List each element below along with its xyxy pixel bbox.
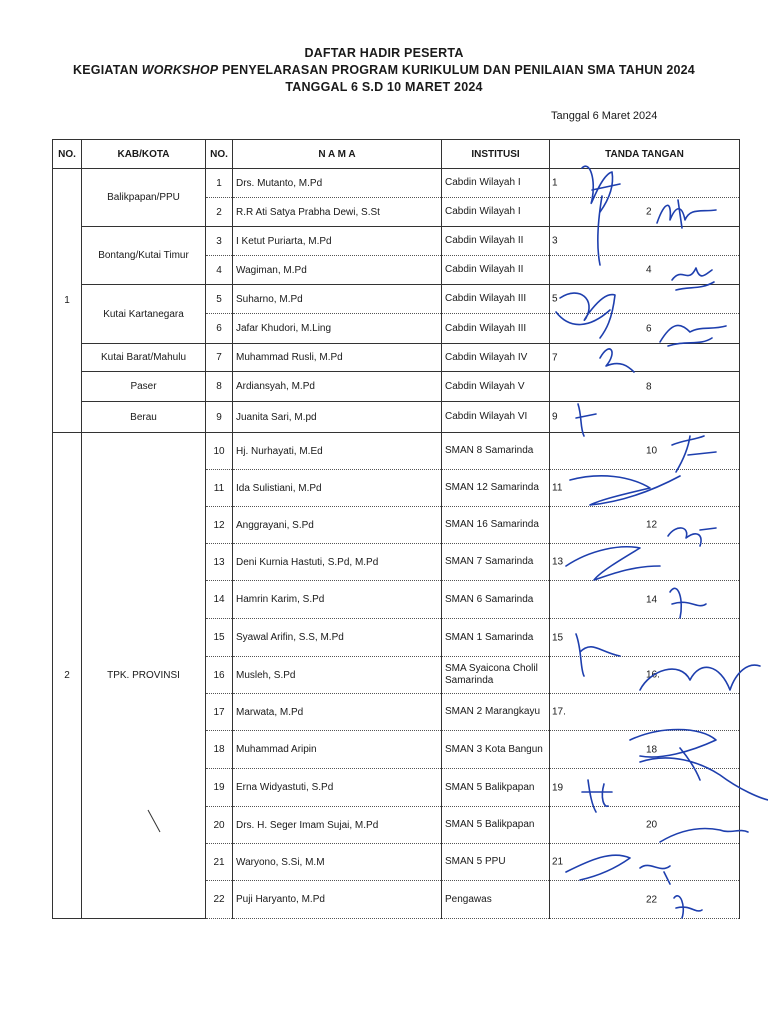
participant-institution: Cabdin Wilayah III [442,285,550,314]
participant-institution: SMAN 2 Marangkayu [442,694,550,731]
signature-number: 14 [646,594,658,605]
participant-name: Muhammad Rusli, M.Pd [233,344,442,372]
participant-name: Drs. H. Seger Imam Sujai, M.Pd [233,807,442,844]
col-institusi: INSTITUSI [442,140,550,169]
signature-number: 9 [552,411,558,423]
signature-number: 19 [552,782,564,793]
participant-institution: SMAN 7 Samarinda [442,544,550,581]
participant-name: Drs. Mutanto, M.Pd [233,169,442,198]
participant-number: 5 [206,285,233,314]
signature-number: 13 [552,556,564,568]
participant-name: Hj. Nurhayati, M.Ed [233,433,442,470]
table-row [53,227,740,256]
signature-cell [550,657,740,694]
table-row [53,433,740,470]
participant-institution: Pengawas [442,881,550,919]
col-no-peserta: NO. [206,140,233,169]
signature-number: 18 [646,744,658,755]
signature-cell [550,507,740,544]
col-nama: N A M A [233,140,442,169]
participant-name: Anggrayani, S.Pd [233,507,442,544]
group-number: 2 [53,433,82,919]
signature-cell [550,285,740,314]
participant-institution: Cabdin Wilayah IV [442,344,550,372]
participant-institution: SMAN 5 PPU [442,844,550,881]
signature-cell [550,619,740,657]
signature-cell [550,544,740,581]
signature-number: 10 [646,445,658,457]
participant-institution: Cabdin Wilayah II [442,227,550,256]
signature-cell [550,470,740,507]
participant-name: Suharno, M.Pd [233,285,442,314]
participant-institution: Cabdin Wilayah VI [442,402,550,433]
signature-cell [550,402,740,433]
table-row [53,285,740,314]
participant-name: Syawal Arifin, S.S, M.Pd [233,619,442,657]
participant-number: 20 [206,807,233,844]
participant-number: 4 [206,256,233,285]
participant-name: I Ketut Puriarta, M.Pd [233,227,442,256]
col-kabkota: KAB/KOTA [82,140,206,169]
kabkota-cell: TPK. PROVINSI [82,433,206,919]
signature-cell [550,581,740,619]
signature-cell [550,227,740,256]
participant-institution: SMAN 16 Samarinda [442,507,550,544]
participant-name: Hamrin Karim, S.Pd [233,581,442,619]
signature-number: 21 [552,856,564,868]
participant-name: Juanita Sari, M.pd [233,402,442,433]
kabkota-cell: Kutai Kartanegara [82,285,206,344]
signature-number: 12 [646,519,658,531]
signature-number: 1 [552,177,558,189]
kabkota-cell: Kutai Barat/Mahulu [82,344,206,372]
signature-number: 7 [552,352,558,363]
participant-number: 18 [206,731,233,769]
col-no: NO. [53,140,82,169]
participant-number: 21 [206,844,233,881]
signature-cell [550,198,740,227]
participant-institution: SMAN 1 Samarinda [442,619,550,657]
signature-number: 22 [646,894,658,905]
participant-institution: Cabdin Wilayah III [442,314,550,344]
participant-institution: SMAN 3 Kota Bangun [442,731,550,769]
sign-date: Tanggal 6 Maret 2024 [551,110,658,122]
participant-name: Puji Haryanto, M.Pd [233,881,442,919]
kabkota-cell: Paser [82,372,206,402]
participant-number: 14 [206,581,233,619]
doc-subtitle: KEGIATAN WORKSHOP PENYELARASAN PROGRAM KURIKULUM DAN PENILAIAN SMA TAHUN 2024 [73,63,695,77]
signature-number: 5 [552,293,558,305]
participant-number: 2 [206,198,233,227]
participant-number: 7 [206,344,233,372]
table-row [53,372,740,402]
participant-number: 8 [206,372,233,402]
participant-number: 10 [206,433,233,470]
table-header-row [53,140,740,169]
participant-number: 12 [206,507,233,544]
participant-institution: Cabdin Wilayah I [442,198,550,227]
signature-number: 6 [646,323,652,334]
participant-name: Ida Sulistiani, M.Pd [233,470,442,507]
participant-name: Muhammad Aripin [233,731,442,769]
signature-number: 3 [552,235,558,247]
participant-institution: SMAN 5 Balikpapan [442,769,550,807]
signature-number: 2 [646,206,652,218]
participant-number: 11 [206,470,233,507]
participant-institution: SMA Syaicona Cholil Samarinda [442,657,550,694]
participant-number: 16 [206,657,233,694]
participant-number: 13 [206,544,233,581]
signature-cell [550,433,740,470]
signature-number: 16. [646,669,660,681]
participant-number: 19 [206,769,233,807]
participant-institution: SMAN 8 Samarinda [442,433,550,470]
participant-number: 9 [206,402,233,433]
signature-cell [550,807,740,844]
signature-cell [550,769,740,807]
signature-number: 11 [552,482,563,494]
participant-name: Marwata, M.Pd [233,694,442,731]
signature-cell [550,372,740,402]
doc-date-range: TANGGAL 6 S.D 10 MARET 2024 [285,80,483,94]
participant-name: Deni Kurnia Hastuti, S.Pd, M.Pd [233,544,442,581]
participant-institution: Cabdin Wilayah II [442,256,550,285]
table-row [53,402,740,433]
table-row [53,344,740,372]
kabkota-cell: Berau [82,402,206,433]
doc-title: DAFTAR HADIR PESERTA [304,46,464,60]
participant-name: Wagiman, M.Pd [233,256,442,285]
participant-number: 6 [206,314,233,344]
participant-name: Waryono, S.Si, M.M [233,844,442,881]
pen-mark [146,808,162,834]
participant-name: Erna Widyastuti, S.Pd [233,769,442,807]
signature-number: 20 [646,819,658,831]
participant-institution: SMAN 5 Balikpapan [442,807,550,844]
signature-cell [550,344,740,372]
table-row [53,169,740,198]
participant-name: R.R Ati Satya Prabha Dewi, S.St [233,198,442,227]
participant-name: Ardiansyah, M.Pd [233,372,442,402]
signature-cell [550,844,740,881]
kabkota-cell: Bontang/Kutai Timur [82,227,206,285]
participant-institution: SMAN 12 Samarinda [442,470,550,507]
signature-number: 17. [552,706,566,718]
signature-number: 15 [552,632,564,643]
participant-institution: Cabdin Wilayah I [442,169,550,198]
signature-cell [550,731,740,769]
col-tanda-tangan: TANDA TANGAN [550,140,740,169]
participant-number: 15 [206,619,233,657]
signature-cell [550,881,740,919]
participant-number: 3 [206,227,233,256]
participant-number: 1 [206,169,233,198]
signature-cell [550,256,740,285]
signature-cell [550,169,740,198]
attendance-table [52,139,740,919]
signature-number: 4 [646,264,652,276]
participant-institution: Cabdin Wilayah V [442,372,550,402]
kabkota-cell: Balikpapan/PPU [82,169,206,227]
participant-number: 22 [206,881,233,919]
signature-number: 8 [646,381,652,392]
participant-name: Musleh, S.Pd [233,657,442,694]
participant-institution: SMAN 6 Samarinda [442,581,550,619]
signature-cell [550,314,740,344]
group-number: 1 [53,169,82,433]
signature-cell [550,694,740,731]
participant-number: 17 [206,694,233,731]
participant-name: Jafar Khudori, M.Ling [233,314,442,344]
